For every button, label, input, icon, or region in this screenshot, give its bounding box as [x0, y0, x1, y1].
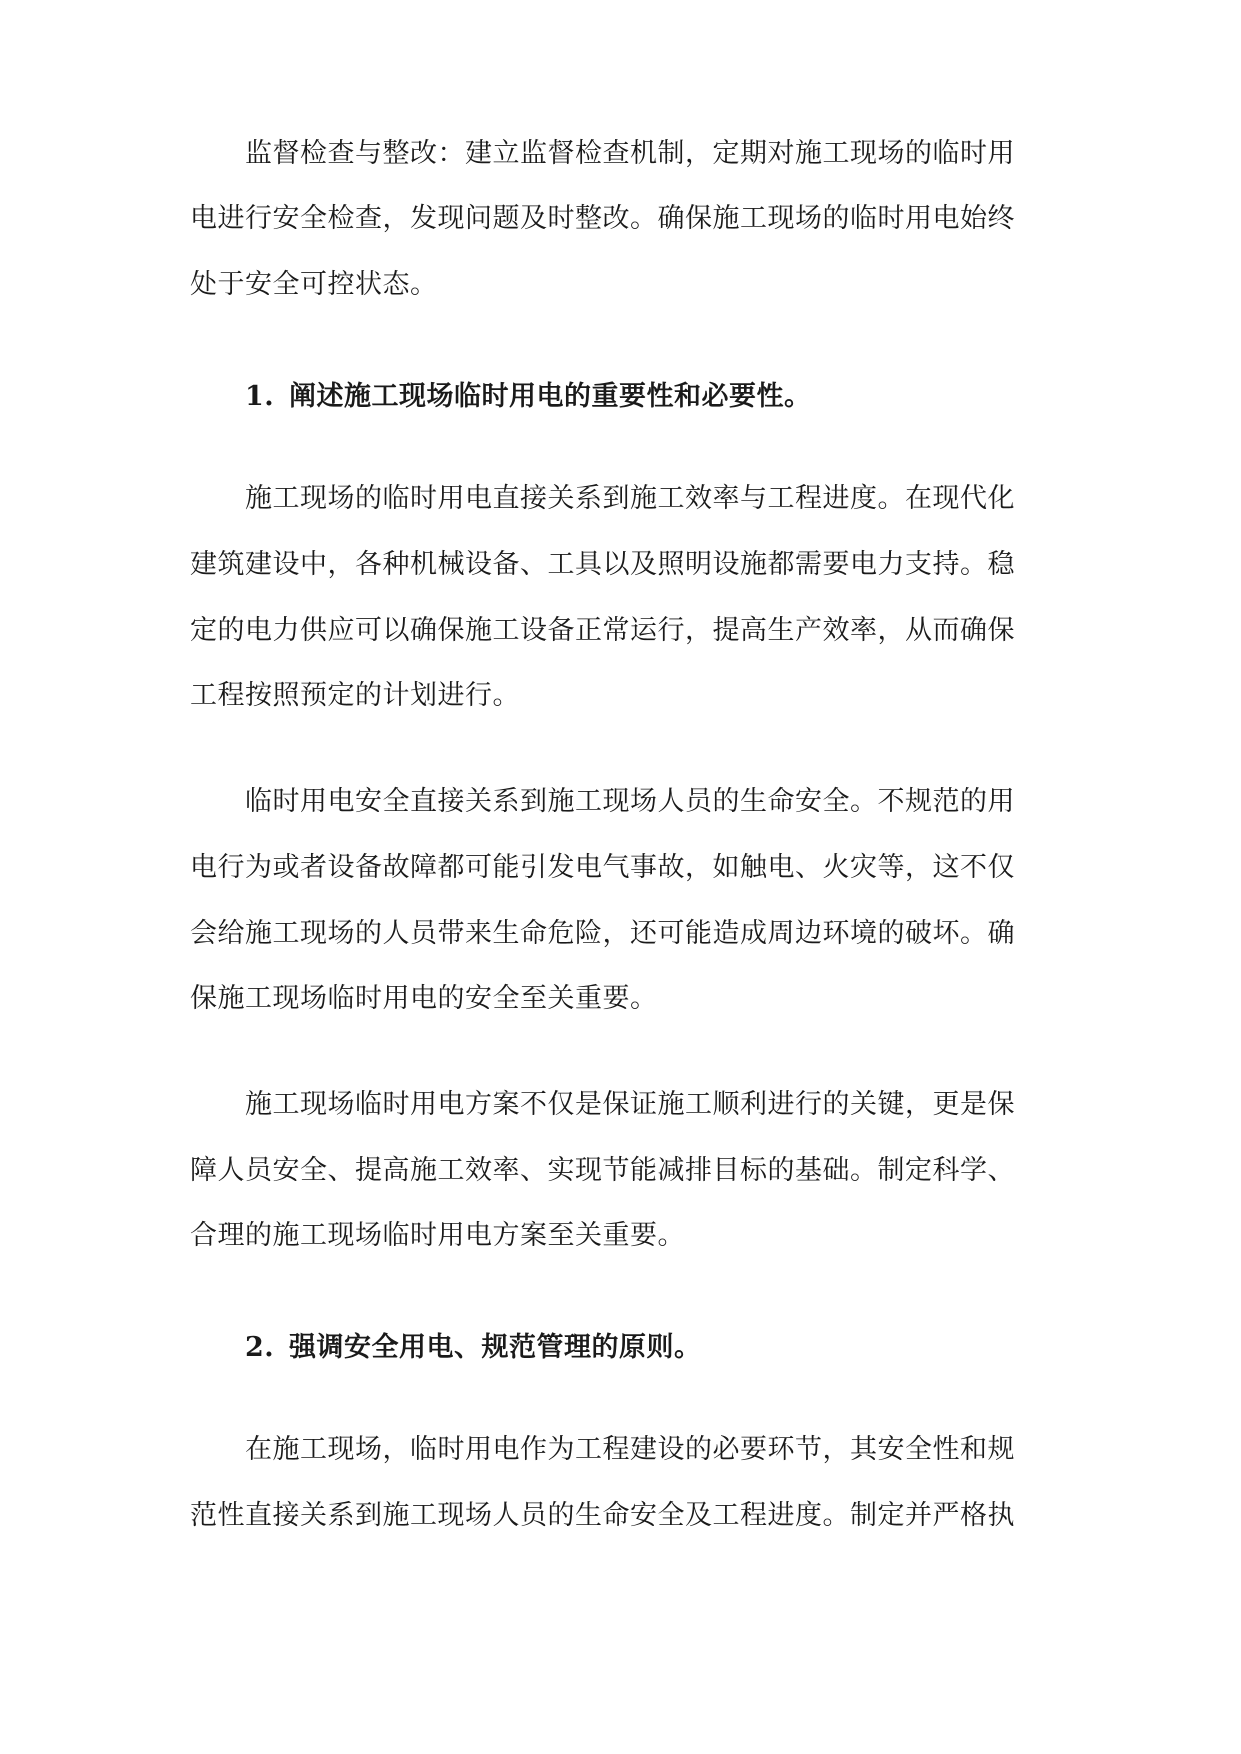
heading-number: 1. [245, 381, 275, 412]
paragraph-line: 范性直接关系到施工现场人员的生命安全及工程进度。制定并严格执 [190, 1500, 1015, 1531]
heading-number: 2. [245, 1332, 275, 1363]
paragraph-line: 工程按照预定的计划进行。 [190, 680, 520, 711]
paragraph-line: 障人员安全、提高施工效率、实现节能减排目标的基础。制定科学、 [190, 1155, 1015, 1186]
paragraph-line: 会给施工现场的人员带来生命危险，还可能造成周边环境的破坏。确 [190, 918, 1015, 949]
paragraph-line: 定的电力供应可以确保施工设备正常运行，提高生产效率，从而确保 [190, 615, 1015, 646]
paragraph-line: 建筑建设中，各种机械设备、工具以及照明设施都需要电力支持。稳 [190, 549, 1015, 580]
paragraph-line: 电行为或者设备故障都可能引发电气事故，如触电、火灾等，这不仅 [190, 852, 1015, 883]
paragraph-line: 处于安全可控状态。 [190, 269, 438, 300]
paragraph-line: 合理的施工现场临时用电方案至关重要。 [190, 1220, 685, 1251]
paragraph-line: 保施工现场临时用电的安全至关重要。 [190, 983, 658, 1014]
paragraph-line: 施工现场的临时用电直接关系到施工效率与工程进度。在现代化 [245, 483, 1015, 514]
heading-text: 强调安全用电、规范管理的原则。 [289, 1332, 702, 1363]
paragraph-line: 施工现场临时用电方案不仅是保证施工顺利进行的关键，更是保 [245, 1089, 1015, 1120]
paragraph-line: 监督检查与整改：建立监督检查机制，定期对施工现场的临时用 [245, 138, 1015, 169]
paragraph-line: 电进行安全检查，发现问题及时整改。确保施工现场的临时用电始终 [190, 203, 1015, 234]
paragraph-line: 在施工现场，临时用电作为工程建设的必要环节，其安全性和规 [245, 1434, 1015, 1465]
heading-text: 阐述施工现场临时用电的重要性和必要性。 [289, 381, 812, 412]
section-heading [245, 377, 1125, 417]
section-heading [245, 1328, 1125, 1368]
paragraph-line: 临时用电安全直接关系到施工现场人员的生命安全。不规范的用 [245, 786, 1015, 817]
